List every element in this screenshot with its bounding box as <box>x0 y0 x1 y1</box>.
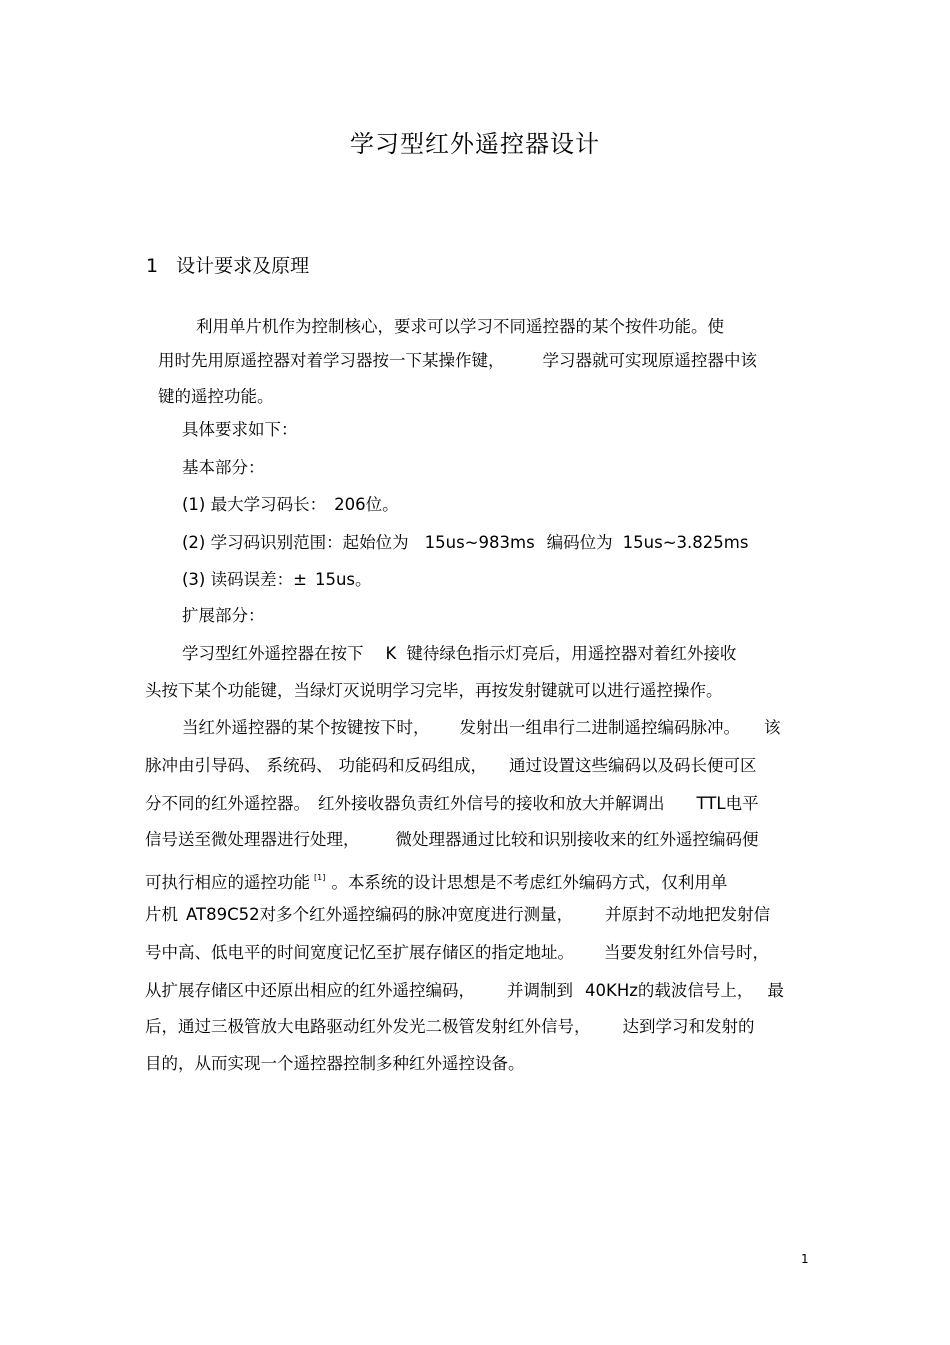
intro-line-1: 利用单片机作为控制核心，要求可以学习不同遥控器的某个按件功能。使 <box>196 317 724 336</box>
text-run: 达到学习和发射的 <box>622 1017 755 1036</box>
requirement-item-1 <box>182 494 399 516</box>
text-run: 微处理器通过比较和识别接收来的红外遥控编码便 <box>395 830 759 849</box>
para2-line-5 <box>145 867 727 894</box>
item-number: (2) <box>182 533 206 552</box>
text-run: 号中高、低电平的时间宽度记忆至扩展存储区的指定地址。 <box>145 943 574 962</box>
text-run: 可执行相应的遥控功能 <box>145 873 310 892</box>
text-run: 15us~3.825ms <box>622 533 749 552</box>
requirement-item-2 <box>182 532 748 554</box>
text-run: 。本系统的设计思想是不考虑红外编码方式，仅利用单 <box>331 873 728 892</box>
para2-line-7 <box>145 942 769 964</box>
text-run: 红外接收器负责红外信号的接收和放大并解调出 <box>318 794 665 813</box>
text-run: 系统码、 <box>266 756 333 775</box>
text-run: 通过设置这些编码以及码长便可区 <box>509 756 757 775</box>
text-run: 15us <box>314 570 356 589</box>
text-run: 并原封不动地把发射信 <box>605 905 771 924</box>
text-run: 读码误差：± <box>210 570 307 589</box>
extension-part-label: 扩展部分： <box>182 606 265 625</box>
text-run: 功能码和反码组成， <box>338 756 487 775</box>
text-run: 键待绿色指示灯亮后，用遥控器对着红外接收 <box>406 644 737 663</box>
item-number: (3) <box>182 570 206 589</box>
para2-line-9 <box>145 1016 755 1038</box>
text-run: 对多个红外遥控编码的脉冲宽度进行测量， <box>259 905 574 924</box>
intro-line-3: 键的遥控功能。 <box>158 387 274 406</box>
text-run: 学习型红外遥控器在按下 <box>182 644 364 663</box>
text-run: 位。 <box>365 495 399 514</box>
document-title: 学习型红外遥控器设计 <box>350 130 600 158</box>
para2-line-2 <box>145 755 757 777</box>
text-run: 脉冲由引导码、 <box>145 756 261 775</box>
basic-part-label: 基本部分： <box>182 458 265 477</box>
text-run: 学习码识别范围：起始位为 <box>210 533 409 552</box>
section-number: 1 <box>146 255 159 277</box>
page-number: 1 <box>801 1252 809 1266</box>
para2-line-10: 目的，从而实现一个遥控器控制多种红外遥控设备。 <box>145 1054 525 1073</box>
para2-line-6 <box>145 904 770 926</box>
text-run: 用时先用原遥控器对着学习器按一下某操作键， <box>158 351 505 370</box>
citation-ref: [1] <box>314 873 326 882</box>
para2-line-4 <box>145 829 759 851</box>
text-run: 当红外遥控器的某个按键按下时， <box>182 718 430 737</box>
text-run: 40KHz <box>585 981 638 1000</box>
text-run: 15us~983ms <box>424 533 535 552</box>
text-run: 分不同的红外遥控器。 <box>145 794 310 813</box>
text-run: 学习器就可实现原遥控器中该 <box>542 351 757 370</box>
text-run: 最大学习码长： <box>210 495 327 514</box>
para2-line-3 <box>145 793 759 815</box>
item-number: (1) <box>182 495 206 514</box>
intro-line-2 <box>158 350 757 372</box>
text-run: 从扩展存储区中还原出相应的红外遥控编码， <box>145 981 475 1000</box>
text-run: 。 <box>355 570 372 589</box>
text-run: 发射出一组串行二进制遥控编码脉冲。 <box>459 718 740 737</box>
text-run: 片机 <box>145 905 178 924</box>
text-run: 206 <box>334 495 366 514</box>
text-run: AT89C52 <box>186 905 260 924</box>
para1-line-1 <box>182 643 736 665</box>
para1-line-2: 头按下某个功能键，当绿灯灭说明学习完毕，再按发射键就可以进行遥控操作。 <box>145 681 723 700</box>
text-run: 信号送至微处理器进行处理， <box>145 830 360 849</box>
para2-line-8 <box>145 980 784 1002</box>
text-run: 当要发射红外信号时， <box>604 943 769 962</box>
para2-line-1 <box>182 717 781 739</box>
text-run: TTL <box>696 794 726 813</box>
text-run: 并调制到 <box>507 981 573 1000</box>
section-heading-text: 设计要求及原理 <box>176 255 310 277</box>
text-run: 的载波信号上， <box>637 981 754 1000</box>
text-run: 后，通过三极管放大电路驱动红外发光二极管发射红外信号， <box>145 1017 591 1036</box>
section-heading <box>146 251 309 278</box>
requirement-item-3 <box>182 569 372 591</box>
requirements-label: 具体要求如下： <box>182 420 298 439</box>
text-run: 该 <box>764 718 781 737</box>
text-run: K <box>385 644 397 663</box>
text-run: 电平 <box>725 794 759 813</box>
text-run: 编码位为 <box>546 533 613 552</box>
text-run: 最 <box>767 981 784 1000</box>
